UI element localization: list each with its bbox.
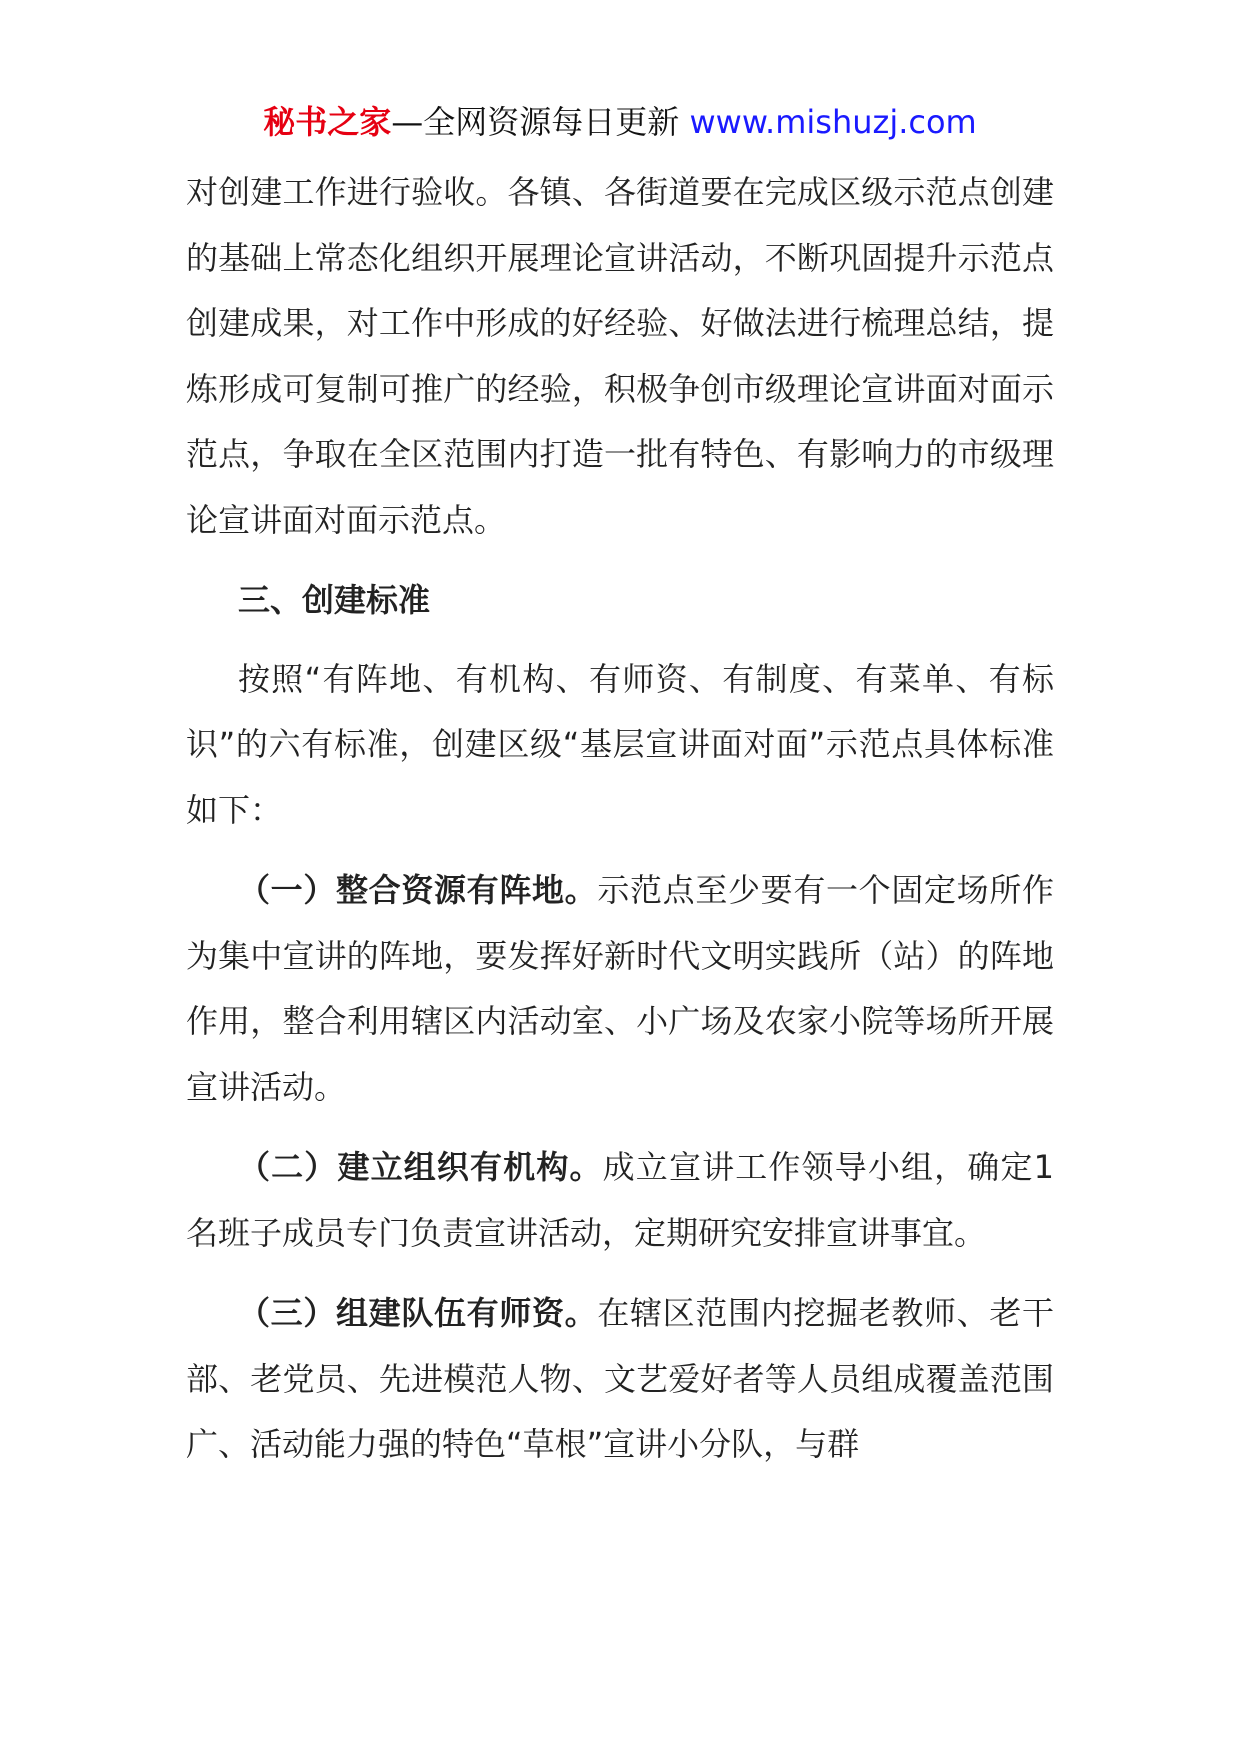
standard-item-3 bbox=[186, 1281, 1054, 1478]
section-heading: 三、创建标准 bbox=[238, 581, 431, 619]
site-header bbox=[0, 100, 1240, 144]
document-body bbox=[186, 160, 1054, 1478]
standard-item-2-text: 成立宣讲工作领导小组，确定1名班子成员专门负责宣讲活动，定期研究安排宣讲事宜。 bbox=[186, 1148, 1054, 1252]
standard-item-1-lead: （一）整合资源有阵地。 bbox=[238, 871, 598, 909]
paragraph-acceptance: 对创建工作进行验收。各镇、各街道要在完成区级示范点创建的基础上常态化组织开展理论宣讲活动，不断巩固提升示范点创建成果，对工作中形成的好经验、好做法进行梳理总结，提炼形成可复制可推广的经验，积极争创市级理论宣讲面对面示范点，争取在全区范围内打造一批有特色、有影响力的市级理论宣讲面对面示范点。 bbox=[186, 173, 1054, 539]
standard-item-3-text: 在辖区范围内挖掘老教师、老干部、老党员、先进模范人物、文艺爱好者等人员组成覆盖范围广、活动能力强的特色“草根”宣讲小分队，与群 bbox=[186, 1294, 1054, 1463]
standard-item-1-text: 示范点至少要有一个固定场所作为集中宣讲的阵地，要发挥好新时代文明实践所（站）的阵地作用，整合利用辖区内活动室、小广场及农家小院等场所开展宣讲活动。 bbox=[186, 871, 1054, 1106]
paragraph-standards-intro: 按照“有阵地、有机构、有师资、有制度、有菜单、有标识”的六有标准，创建区级“基层宣讲面对面”示范点具体标准如下： bbox=[186, 659, 1054, 829]
standard-item-2-lead: （二）建立组织有机构。 bbox=[238, 1148, 603, 1186]
standard-item-3-lead: （三）组建队伍有师资。 bbox=[238, 1294, 598, 1332]
standard-item-2 bbox=[186, 1135, 1054, 1266]
brand-name: 秘书之家 bbox=[263, 103, 392, 141]
standard-item-1 bbox=[186, 858, 1054, 1120]
site-url-link[interactable]: www.mishuzj.com bbox=[689, 103, 977, 141]
header-slogan: —全网资源每日更新 bbox=[391, 103, 690, 141]
